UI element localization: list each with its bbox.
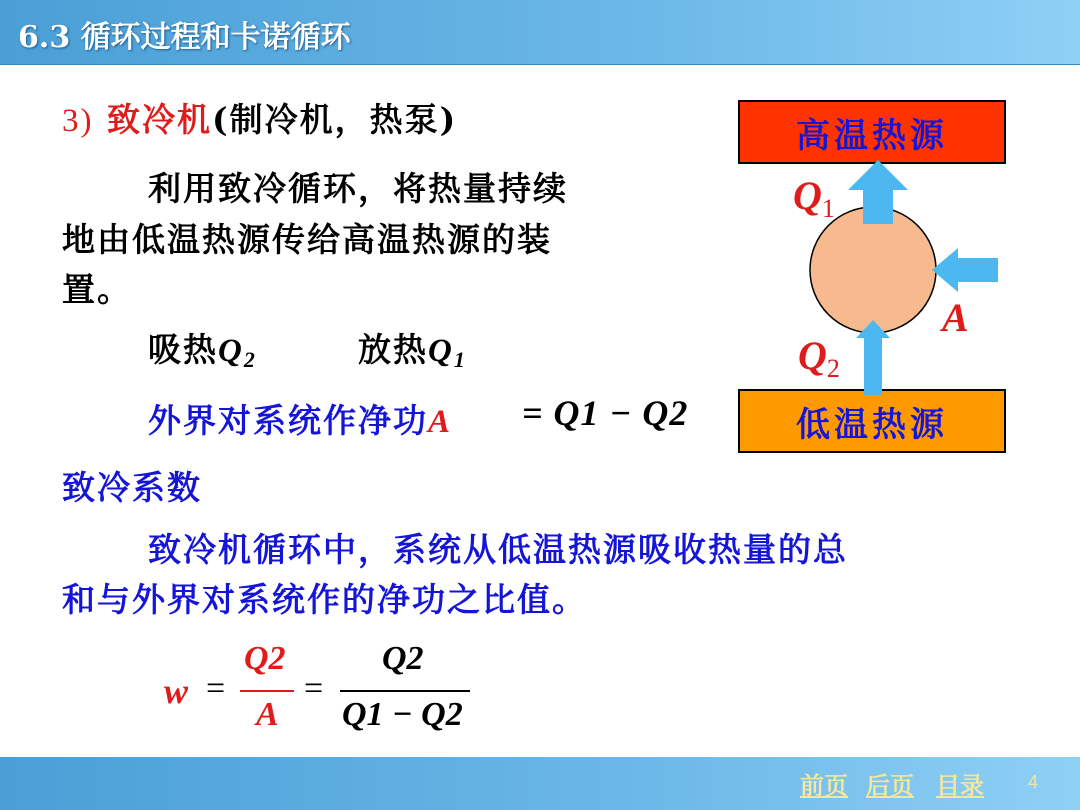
formula-eq-2: =	[304, 670, 324, 707]
formula-bar-1	[240, 690, 294, 692]
cold-reservoir-label: 低温热源	[796, 404, 948, 445]
diagram-q2	[798, 332, 840, 384]
diagram-a: A	[942, 295, 969, 340]
diagram-q2-sub: 2	[826, 354, 840, 383]
section-number: 3)	[62, 103, 94, 139]
next-page-link[interactable]: 后页	[866, 771, 914, 800]
heat-release-symbol: Q	[428, 333, 454, 369]
cold-reservoir	[738, 389, 1006, 453]
coefficient-desc-1: 致冷机循环中，系统从低温热源吸收热量的总	[148, 530, 848, 569]
definition-line-3: 置。	[62, 270, 132, 309]
coefficient-title: 致冷系数	[62, 468, 202, 507]
formula-num-2: Q2	[382, 640, 424, 677]
heat-absorb-symbol: Q	[218, 333, 244, 369]
diagram-q1	[793, 172, 835, 224]
diagram-q2-symbol: Q	[798, 333, 827, 378]
section-name: 致冷机	[107, 100, 212, 139]
slide-title: 6.3 循环过程和卡诺循环	[18, 20, 351, 55]
hot-reservoir-label: 高温热源	[796, 115, 948, 156]
heat-absorb-label: 吸热	[148, 330, 218, 369]
coefficient-desc-2: 和与外界对系统作的净功之比值。	[62, 580, 587, 619]
formula-num-1: Q2	[244, 640, 286, 677]
section-alias: (制冷机，热泵)	[212, 100, 458, 139]
diagram-q1-sub: 1	[821, 194, 835, 223]
page-number: 4	[1028, 772, 1039, 792]
formula-den-2: Q1 − Q2	[342, 696, 463, 733]
heat-release	[358, 324, 467, 373]
formula-eq-1: =	[206, 670, 226, 707]
work-arrow	[932, 248, 998, 292]
section-heading	[62, 94, 457, 141]
footer-bar	[0, 757, 1080, 810]
prev-page-link[interactable]: 前页	[800, 771, 848, 800]
net-work-symbol: A	[428, 404, 453, 440]
net-work-formula: = Q1 − Q2	[522, 393, 689, 433]
toc-link[interactable]: 目录	[936, 771, 984, 800]
formula-bar-2	[340, 690, 470, 692]
heat-release-label: 放热	[358, 330, 428, 369]
formula-w: w	[164, 671, 189, 711]
diagram-q1-symbol: Q	[793, 173, 822, 218]
formula-den-1: A	[256, 696, 279, 733]
net-work	[148, 395, 452, 442]
definition-line-2: 地由低温热源传给高温热源的装	[62, 220, 552, 259]
heat-release-sub: 1	[453, 347, 467, 372]
cop-formula	[160, 640, 480, 740]
heat-absorb-sub: 2	[243, 347, 257, 372]
heat-absorb	[148, 324, 257, 373]
net-work-label: 外界对系统作净功	[148, 401, 428, 440]
header-bar	[0, 0, 1080, 65]
working-substance-circle	[810, 207, 936, 333]
definition-line-1: 利用致冷循环，将热量持续	[148, 169, 568, 208]
